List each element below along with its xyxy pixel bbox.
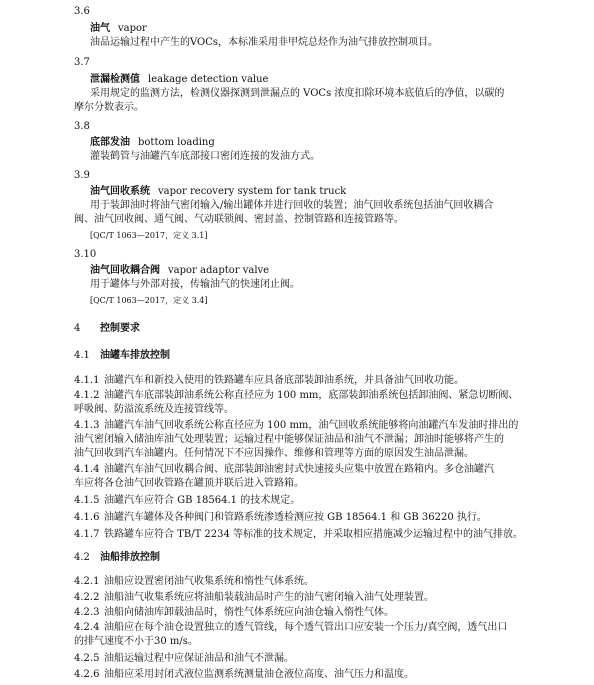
term-zh: 泄漏检测值 (90, 74, 140, 85)
clause-text: 油罐汽车油气回收耦合阀、底部装卸油密封式快速接头应集中放置在路箱内。多仓油罐汽 (104, 464, 494, 475)
definition-number: 3.9 (74, 170, 90, 181)
clause (74, 606, 394, 619)
term-zh: 油气回收系统 (90, 186, 150, 197)
clause (74, 575, 314, 588)
clause (74, 419, 518, 432)
clause-number: 4.1.3 (74, 420, 100, 431)
clause-number: 4.2.4 (74, 622, 100, 633)
clause-text: 油船向储油库卸载油品时，惰性气体系统应向油仓输入惰性气体。 (104, 607, 394, 618)
term-zh: 底部发油 (90, 137, 130, 148)
definition-term (90, 136, 215, 149)
section-heading (74, 551, 160, 564)
term-zh: 油气 (90, 23, 110, 34)
definition-text: 油品运输过程中产生的VOCs，本标准采用非甲烷总烃作为油气排放控制项目。 (90, 37, 439, 48)
clause (74, 494, 300, 507)
definition-text: 用于罐体与外部对接，传输油气的快速闭止阀。 (90, 279, 300, 290)
chapter-heading (74, 322, 140, 335)
term-en: vapor (118, 23, 147, 34)
section-title: 油罐车排放控制 (100, 350, 170, 361)
definition-text: 摩尔分数表示。 (74, 102, 144, 113)
clause-text: 油罐汽车底部装卸油系统公称直径应为 100 mm，底部装卸油系统包括卸油阀、紧急切断阀、 (104, 390, 519, 401)
clause (74, 374, 464, 387)
clause (74, 528, 523, 541)
clause-text: 油船油气收集系统应将油船装载油品时产生的油气密闭输入油气处理装置。 (104, 592, 434, 603)
definition-number: 3.6 (74, 6, 90, 17)
clause-text: 油船应采用封闭式液位监测系统测量油仓液位高度、油气压力和温度。 (104, 669, 414, 680)
term-en: vapor recovery system for tank truck (158, 186, 347, 197)
definition-text: 灌装鹤管与油罐汽车底部接口密闭连接的发油方式。 (90, 151, 320, 162)
clause (74, 389, 518, 402)
clause-number: 4.2.3 (74, 607, 100, 618)
definition-reference: [QC/T 1063—2017，定义 3.4] (90, 296, 208, 305)
clause-text: 车应将各仓油气回收管路在罐顶并联后进入管路箱。 (74, 478, 304, 489)
clause-text: 油气回收到汽车油罐内。任何情况下不应因操作、维修和管理等方面的原因发生油品泄漏。 (74, 448, 474, 459)
section-number: 4.1 (74, 350, 90, 361)
clause-number: 4.1.2 (74, 390, 100, 401)
definition-text: 用于装卸油时将油气密闭输入/输出罐体并进行回收的装置；油气回收系统包括油气回收耦合 (90, 200, 494, 211)
chapter-title: 控制要求 (100, 323, 140, 334)
clause (74, 621, 507, 634)
definition-number: 3.10 (74, 249, 97, 260)
clause-text: 油气密闭输入储油库油气处理装置；运输过程中能够保证油品和油气不泄漏；卸油时能够将产生的 (74, 434, 504, 445)
definition-number: 3.8 (74, 121, 90, 132)
section-number: 4.2 (74, 552, 90, 563)
clause (74, 591, 434, 604)
section-heading (74, 349, 170, 362)
clause-number: 4.1.1 (74, 375, 100, 386)
clause-text: 铁路罐车应符合 TB/T 2234 等标准的技术规定，并采取相应措施减少运输过程中的油气排放。 (104, 529, 524, 540)
definition-reference: [QC/T 1063—2017，定义 3.1] (90, 231, 208, 240)
term-en: vapor adaptor valve (168, 265, 270, 276)
clause-text: 油罐汽车油气回收系统公称直径应为 100 mm，油气回收系统能够将向油罐汽车发油时排出的 (104, 420, 519, 431)
clause-number: 4.2.1 (74, 576, 100, 587)
chapter-number: 4 (74, 323, 81, 334)
definition-term (90, 264, 269, 277)
definition-term (90, 22, 147, 35)
clause-number: 4.1.6 (74, 512, 100, 523)
term-zh: 油气回收耦合阀 (90, 265, 160, 276)
clause-text: 油罐汽车罐体及各种阀门和管路系统渗透检测应按 GB 18564.1 和 GB 36220 执行。 (104, 512, 487, 523)
clause-text: 油船应设置密闭油气收集系统和惰性气体系统。 (104, 576, 314, 587)
clause-text: 的排气速度不小于30 m/s。 (74, 636, 198, 647)
clause-number: 4.2.2 (74, 592, 100, 603)
clause (74, 668, 414, 681)
clause-number: 4.1.5 (74, 495, 100, 506)
clause-number: 4.1.4 (74, 464, 100, 475)
clause-number: 4.2.6 (74, 669, 100, 680)
definition-text: 采用规定的监测方法，检测仪器探测到泄漏点的 VOCs 浓度扣除环境本底值后的净值，以碳的 (90, 88, 505, 99)
clause-text: 油船运输过程中应保证油品和油气不泄漏。 (104, 653, 294, 664)
clause-number: 4.2.5 (74, 653, 100, 664)
section-title: 油船排放控制 (100, 552, 160, 563)
clause-number: 4.1.7 (74, 529, 100, 540)
definition-text: 阀、油气回收阀、通气阀、气动联锁阀、密封盖、控制管路和连接管路等。 (74, 214, 404, 225)
clause-text: 油罐汽车应符合 GB 18564.1 的技术规定。 (104, 495, 301, 506)
clause-text: 油船应在每个油仓设置独立的透气管线，每个透气管出口应安装一个压力/真空阀，透气出口 (104, 622, 508, 633)
term-en: bottom loading (138, 137, 215, 148)
clause-text: 油罐汽车和新投入使用的铁路罐车应具备底部装卸油系统，并具备油气回收功能。 (104, 375, 464, 386)
definition-term (90, 73, 268, 86)
term-en: leakage detection value (148, 74, 269, 85)
clause (74, 511, 487, 524)
clause-text: 呼吸阀、防溢流系统及连接管线等。 (74, 404, 234, 415)
definition-number: 3.7 (74, 57, 90, 68)
definition-term (90, 185, 346, 198)
clause (74, 652, 294, 665)
clause (74, 463, 494, 476)
